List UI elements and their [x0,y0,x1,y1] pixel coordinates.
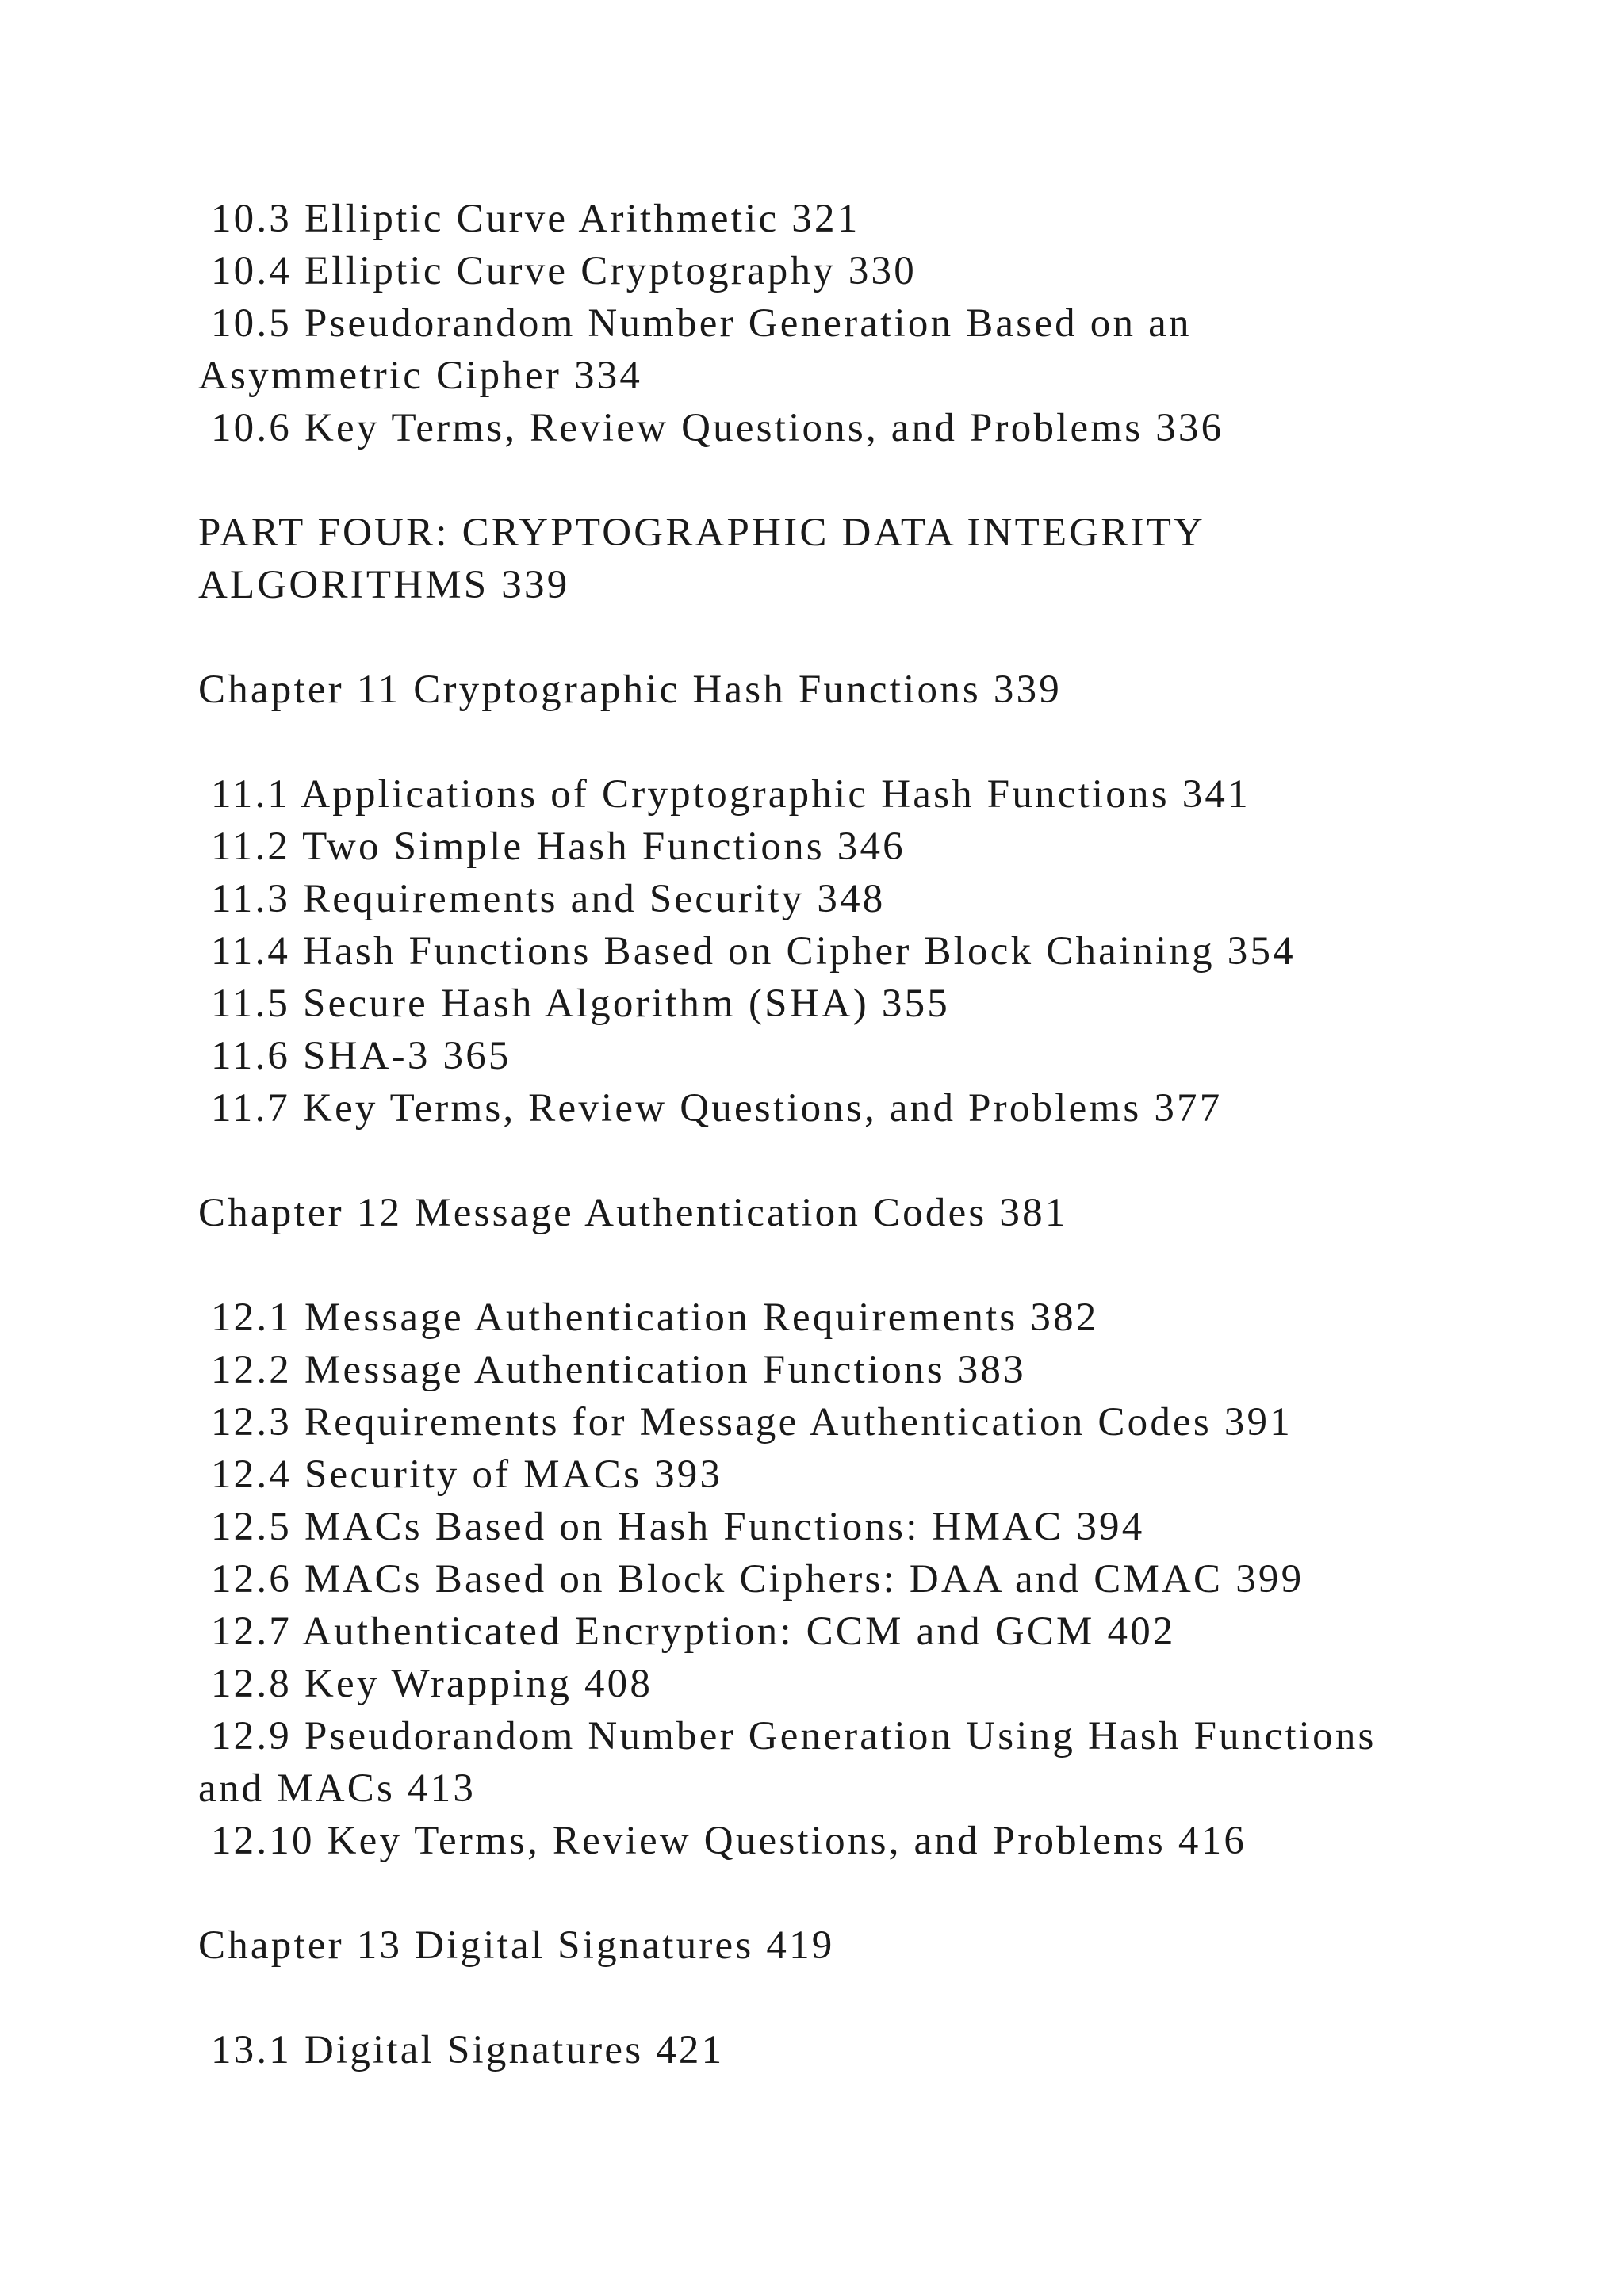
section-entry: 10.6 Key Terms, Review Questions, and Problems 336 [198,406,1224,450]
section-entry: 10.3 Elliptic Curve Arithmetic 321 [198,197,860,241]
blank-line [198,1972,1483,2024]
toc-line: Asymmetric Cipher 334 [198,354,643,398]
section-entry: 10.4 Elliptic Curve Cryptography 330 [198,249,917,293]
blank-line [198,1867,1483,1919]
toc-line: and MACs 413 [198,1766,477,1811]
section-entry: 11.1 Applications of Cryptographic Hash Functions 341 [198,772,1251,817]
section-entry: 12.3 Requirements for Message Authentication Codes 391 [198,1400,1293,1445]
blank-line [198,716,1483,768]
blank-line [198,611,1483,664]
section-entry: 11.5 Secure Hash Algorithm (SHA) 355 [198,982,950,1026]
blank-line [198,454,1483,507]
blank-line [198,1135,1483,1187]
section-entry: 10.5 Pseudorandom Number Generation Based on an [198,301,1192,346]
section-entry: 12.10 Key Terms, Review Questions, and Problems 416 [198,1819,1247,1863]
section-entry: 12.5 MACs Based on Hash Functions: HMAC 394 [198,1505,1145,1549]
section-entry: 12.2 Message Authentication Functions 383 [198,1348,1026,1392]
chapter-heading: Chapter 13 Digital Signatures 419 [198,1923,835,1968]
section-entry: 12.4 Security of MACs 393 [198,1452,723,1497]
section-entry: 12.8 Key Wrapping 408 [198,1662,653,1706]
chapter-heading: Chapter 11 Cryptographic Hash Functions 339 [198,668,1062,712]
section-entry: 13.1 Digital Signatures 421 [198,2028,725,2072]
table-of-contents [198,193,1483,2076]
section-entry: 11.6 SHA-3 365 [198,1034,511,1078]
section-entry: 11.3 Requirements and Security 348 [198,877,886,921]
blank-line [198,1239,1483,1292]
chapter-heading: Chapter 12 Message Authentication Codes 381 [198,1191,1068,1235]
section-entry: 11.2 Two Simple Hash Functions 346 [198,825,906,869]
section-entry: 12.1 Message Authentication Requirements 382 [198,1295,1099,1340]
part-heading: ALGORITHMS 339 [198,563,570,607]
section-entry: 12.6 MACs Based on Block Ciphers: DAA and CMAC 399 [198,1557,1304,1601]
section-entry: 12.9 Pseudorandom Number Generation Using Hash Functions [198,1714,1377,1758]
section-entry: 11.7 Key Terms, Review Questions, and Problems 377 [198,1086,1223,1131]
part-heading: PART FOUR: CRYPTOGRAPHIC DATA INTEGRITY [198,511,1206,555]
section-entry: 11.4 Hash Functions Based on Cipher Block Chaining 354 [198,929,1296,974]
section-entry: 12.7 Authenticated Encryption: CCM and GCM 402 [198,1609,1176,1654]
